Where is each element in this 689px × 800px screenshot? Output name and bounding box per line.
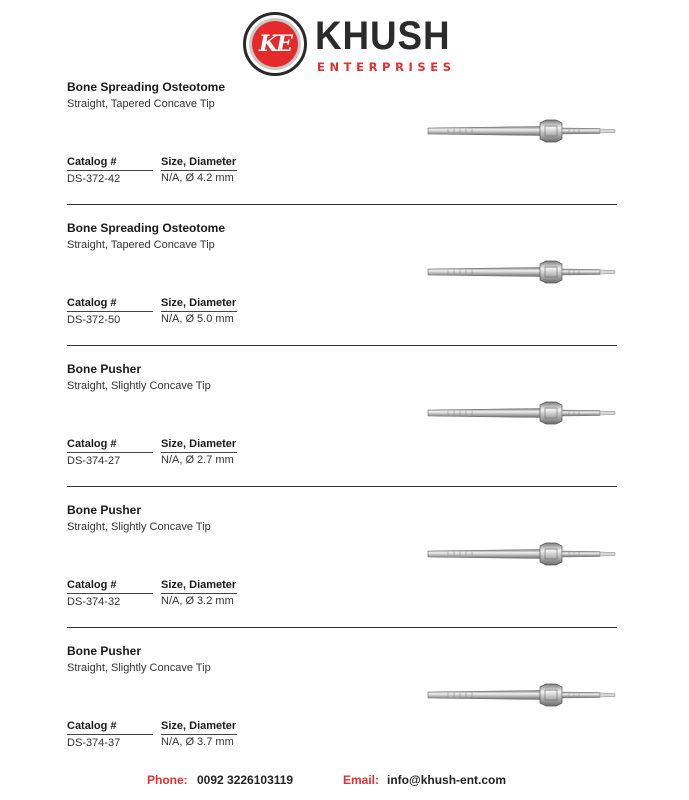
- contact-footer: [0, 773, 689, 791]
- product-subtitle: Straight, Tapered Concave Tip: [67, 98, 215, 110]
- brand-logo: [243, 12, 456, 80]
- instrument-image: [424, 541, 618, 567]
- phone-number: 0092 3226103119: [197, 773, 294, 787]
- section-divider: [67, 345, 617, 346]
- logo-monogram: KE: [259, 31, 291, 57]
- header-underline: [161, 734, 237, 735]
- instrument-image: [424, 118, 618, 144]
- catalog-header: Catalog #: [67, 297, 117, 309]
- email-address: info@khush-ent.com: [387, 773, 507, 787]
- product-title: Bone Spreading Osteotome: [67, 80, 226, 94]
- section-divider: [67, 204, 617, 205]
- section-divider: [67, 627, 617, 628]
- product-title: Bone Pusher: [67, 644, 142, 658]
- size-diameter: N/A, Ø 4.2 mm: [161, 172, 234, 184]
- header-underline: [67, 734, 153, 735]
- size-header: Size, Diameter: [161, 438, 237, 450]
- email-label: Email:: [343, 773, 380, 787]
- product-entry: [0, 503, 689, 644]
- catalog-header: Catalog #: [67, 438, 117, 450]
- product-entry: [0, 221, 689, 362]
- size-diameter: N/A, Ø 2.7 mm: [161, 454, 234, 466]
- instrument-image: [424, 259, 618, 285]
- header-underline: [67, 311, 153, 312]
- catalog-number: DS-372-50: [67, 314, 121, 326]
- header-underline: [161, 311, 237, 312]
- product-subtitle: Straight, Slightly Concave Tip: [67, 521, 211, 533]
- catalog-number: DS-374-27: [67, 455, 121, 467]
- product-title: Bone Spreading Osteotome: [67, 221, 226, 235]
- instrument-image: [424, 400, 618, 426]
- header-underline: [67, 452, 153, 453]
- header-underline: [161, 170, 237, 171]
- section-divider: [67, 486, 617, 487]
- product-subtitle: Straight, Slightly Concave Tip: [67, 380, 211, 392]
- header-underline: [67, 593, 153, 594]
- product-entry: [0, 80, 689, 221]
- catalog-number: DS-374-32: [67, 596, 121, 608]
- catalog-number: DS-374-37: [67, 737, 121, 749]
- header-underline: [161, 593, 237, 594]
- header-underline: [67, 170, 153, 171]
- product-entry: [0, 362, 689, 503]
- logo-emblem: [243, 12, 307, 76]
- size-header: Size, Diameter: [161, 579, 237, 591]
- product-subtitle: Straight, Slightly Concave Tip: [67, 662, 211, 674]
- catalog-header: Catalog #: [67, 720, 117, 732]
- phone-label: Phone:: [147, 773, 188, 787]
- size-diameter: N/A, Ø 3.2 mm: [161, 595, 234, 607]
- size-header: Size, Diameter: [161, 297, 237, 309]
- size-header: Size, Diameter: [161, 720, 237, 732]
- product-title: Bone Pusher: [67, 503, 142, 517]
- size-header: Size, Diameter: [161, 156, 237, 168]
- brand-name: KHUSH: [315, 14, 451, 58]
- size-diameter: N/A, Ø 3.7 mm: [161, 736, 234, 748]
- brand-tagline: ENTERPRISES: [317, 60, 456, 74]
- header-underline: [161, 452, 237, 453]
- product-title: Bone Pusher: [67, 362, 142, 376]
- instrument-image: [424, 682, 618, 708]
- catalog-header: Catalog #: [67, 156, 117, 168]
- product-subtitle: Straight, Tapered Concave Tip: [67, 239, 215, 251]
- size-diameter: N/A, Ø 5.0 mm: [161, 313, 234, 325]
- product-entry: [0, 644, 689, 785]
- catalog-header: Catalog #: [67, 579, 117, 591]
- catalog-number: DS-372-42: [67, 173, 121, 185]
